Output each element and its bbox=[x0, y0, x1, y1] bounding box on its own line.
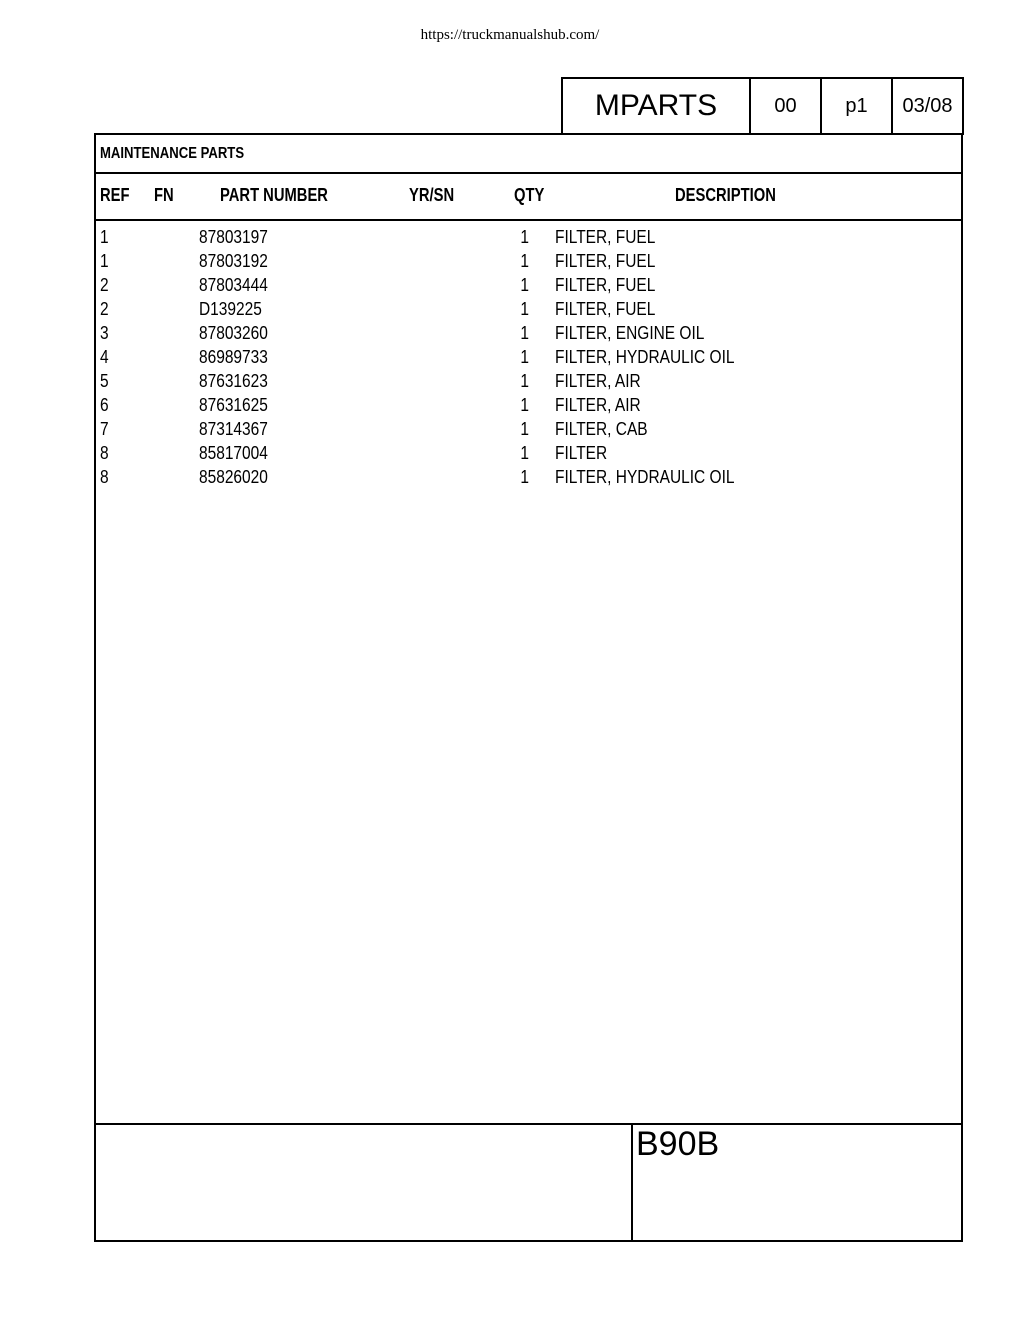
cell-description: FILTER, CAB bbox=[555, 419, 648, 439]
column-header-part-number: PART NUMBER bbox=[220, 185, 328, 205]
cell-ref: 7 bbox=[100, 419, 109, 439]
cell-qty: 1 bbox=[520, 347, 529, 367]
cell-part-number: 85817004 bbox=[199, 443, 268, 463]
cell-qty: 1 bbox=[520, 395, 529, 415]
cell-qty: 1 bbox=[520, 443, 529, 463]
section-code: MPARTS bbox=[561, 77, 751, 135]
table-row bbox=[96, 347, 961, 371]
table-row bbox=[96, 371, 961, 395]
cell-part-number: 87631623 bbox=[199, 371, 268, 391]
table-row bbox=[96, 395, 961, 419]
cell-qty: 1 bbox=[520, 299, 529, 319]
cell-ref: 5 bbox=[100, 371, 109, 391]
parts-table-body bbox=[96, 227, 961, 491]
column-header-fn: FN bbox=[154, 185, 174, 205]
cell-ref: 6 bbox=[100, 395, 109, 415]
table-row bbox=[96, 275, 961, 299]
table-row bbox=[96, 227, 961, 251]
cell-qty: 1 bbox=[520, 419, 529, 439]
cell-qty: 1 bbox=[520, 227, 529, 247]
cell-qty: 1 bbox=[520, 275, 529, 295]
cell-qty: 1 bbox=[520, 467, 529, 487]
cell-description: FILTER, AIR bbox=[555, 395, 641, 415]
cell-qty: 1 bbox=[520, 251, 529, 271]
footer bbox=[96, 1123, 961, 1240]
cell-ref: 4 bbox=[100, 347, 109, 367]
column-header-qty: QTY bbox=[514, 185, 545, 205]
cell-description: FILTER, FUEL bbox=[555, 227, 656, 247]
cell-part-number: 86989733 bbox=[199, 347, 268, 367]
cell-ref: 1 bbox=[100, 251, 109, 271]
cell-description: FILTER, FUEL bbox=[555, 275, 656, 295]
cell-ref: 1 bbox=[100, 227, 109, 247]
cell-description: FILTER, AIR bbox=[555, 371, 641, 391]
divider bbox=[96, 1123, 961, 1125]
cell-ref: 3 bbox=[100, 323, 109, 343]
divider bbox=[96, 219, 961, 221]
parts-list-frame bbox=[94, 133, 963, 1242]
column-header-ref: REF bbox=[100, 185, 130, 205]
cell-ref: 2 bbox=[100, 275, 109, 295]
cell-part-number: 87803444 bbox=[199, 275, 268, 295]
cell-qty: 1 bbox=[520, 323, 529, 343]
header-boxes bbox=[561, 77, 964, 133]
table-row bbox=[96, 251, 961, 275]
source-url[interactable]: https://truckmanualshub.com/ bbox=[420, 27, 600, 43]
table-row bbox=[96, 467, 961, 491]
table-row bbox=[96, 323, 961, 347]
cell-ref: 2 bbox=[100, 299, 109, 319]
table-row bbox=[96, 299, 961, 323]
table-row bbox=[96, 419, 961, 443]
cell-ref: 8 bbox=[100, 443, 109, 463]
cell-description: FILTER, FUEL bbox=[555, 299, 656, 319]
cell-description: FILTER, FUEL bbox=[555, 251, 656, 271]
footer-separator bbox=[631, 1123, 633, 1240]
divider bbox=[96, 172, 961, 174]
cell-part-number: D139225 bbox=[199, 299, 262, 319]
column-header-yr-sn: YR/SN bbox=[409, 185, 455, 205]
cell-part-number: 87803260 bbox=[199, 323, 268, 343]
cell-description: FILTER, HYDRAULIC OIL bbox=[555, 467, 735, 487]
cell-qty: 1 bbox=[520, 371, 529, 391]
column-header-description: DESCRIPTION bbox=[675, 185, 776, 205]
model-number: B90B bbox=[636, 1125, 720, 1163]
revision-number: 00 bbox=[749, 77, 822, 135]
cell-part-number: 87631625 bbox=[199, 395, 268, 415]
cell-description: FILTER, ENGINE OIL bbox=[555, 323, 705, 343]
cell-description: FILTER, HYDRAULIC OIL bbox=[555, 347, 735, 367]
cell-ref: 8 bbox=[100, 467, 109, 487]
cell-part-number: 87803192 bbox=[199, 251, 268, 271]
cell-part-number: 87803197 bbox=[199, 227, 268, 247]
cell-description: FILTER bbox=[555, 443, 608, 463]
page-number: p1 bbox=[820, 77, 893, 135]
cell-part-number: 87314367 bbox=[199, 419, 268, 439]
section-title: MAINTENANCE PARTS bbox=[100, 145, 245, 162]
issue-date: 03/08 bbox=[891, 77, 964, 135]
table-row bbox=[96, 443, 961, 467]
cell-part-number: 85826020 bbox=[199, 467, 268, 487]
